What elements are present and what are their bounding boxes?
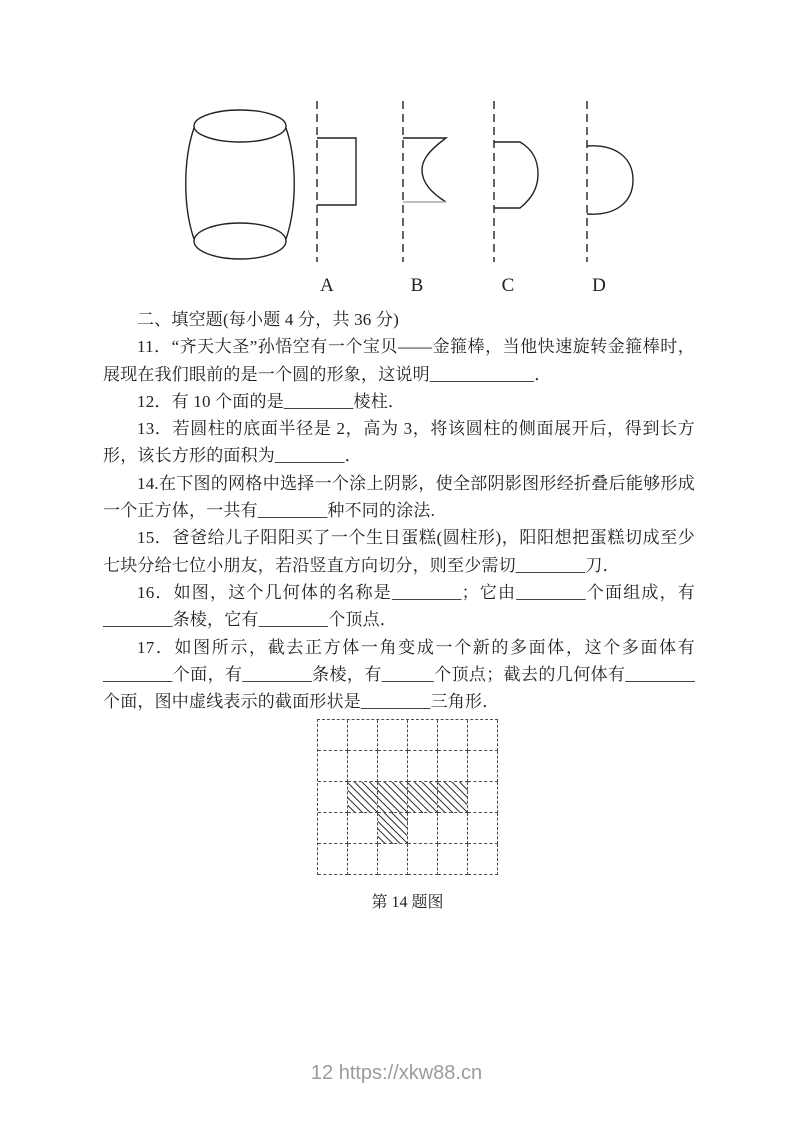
questions-block bbox=[103, 306, 695, 715]
figure-caption: 第 14 题图 bbox=[371, 894, 444, 911]
grid-cell bbox=[408, 720, 438, 751]
question-15: 15．爸爸给儿子阳阳买了一个生日蛋糕(圆柱形)，阳阳想把蛋糕切成至少七块分给七位小朋友，若沿竖直方向切分，则至少需切________刀． bbox=[103, 528, 695, 575]
option-a-drawing bbox=[317, 101, 356, 262]
option-a-label: A bbox=[320, 275, 334, 296]
grid-cell bbox=[438, 813, 468, 844]
section-header: 二、填空题(每小题 4 分，共 36 分) bbox=[137, 310, 400, 329]
grid-cell-shaded bbox=[348, 782, 378, 813]
grid-cell bbox=[438, 751, 468, 782]
grid-cell bbox=[438, 844, 468, 875]
option-d-label: D bbox=[592, 275, 606, 296]
question-12: 12．有 10 个面的是________棱柱． bbox=[137, 391, 406, 411]
grid-cell bbox=[318, 720, 348, 751]
question-14: 14.在下图的网格中选择一个涂上阴影，使全部阴影图形经折叠后能够形成一个正方体，一共有________种不同的涂法. bbox=[103, 473, 695, 521]
option-b-drawing bbox=[403, 101, 446, 262]
grid-cell bbox=[468, 720, 498, 751]
option-c-drawing bbox=[494, 101, 538, 262]
grid-cell bbox=[318, 813, 348, 844]
grid-cell-shaded bbox=[378, 782, 408, 813]
question-14-grid-figure bbox=[317, 719, 498, 875]
grid-cell bbox=[348, 720, 378, 751]
page-footer: 12 https://xkw88.cn bbox=[310, 1062, 483, 1084]
grid-cell bbox=[348, 751, 378, 782]
question-17: 17．如图所示，截去正方体一角变成一个新的多面体，这个多面体有________个面，有________条棱，有______个顶点；截去的几何体有________个面，图中虚线表示的截面形状是________三角形． bbox=[103, 637, 695, 712]
option-c-label: C bbox=[501, 275, 515, 296]
question-13: 13．若圆柱的底面半径是 2，高为 3，将该圆柱的侧面展开后，得到长方形，该长方形的面积为________． bbox=[103, 419, 695, 466]
grid-cell bbox=[378, 844, 408, 875]
grid-cell bbox=[318, 751, 348, 782]
grid-cell bbox=[468, 782, 498, 813]
grid-cell bbox=[468, 813, 498, 844]
question-11: 11．“齐天大圣”孙悟空有一个宝贝——金箍棒，当他快速旋转金箍棒时，展现在我们眼前的是一个圆的形象，这说明____________． bbox=[103, 337, 695, 384]
grid-cell-shaded bbox=[438, 782, 468, 813]
grid-cell bbox=[348, 844, 378, 875]
grid-cell bbox=[468, 751, 498, 782]
grid-cell bbox=[378, 720, 408, 751]
grid-cell bbox=[348, 813, 378, 844]
barrel-drawing bbox=[186, 110, 295, 259]
option-d-drawing bbox=[587, 101, 633, 262]
grid-cell bbox=[378, 751, 408, 782]
option-b-label: B bbox=[410, 275, 424, 296]
grid-cell-shaded bbox=[408, 782, 438, 813]
grid-cell bbox=[408, 844, 438, 875]
grid-cell bbox=[318, 844, 348, 875]
grid-cell bbox=[468, 844, 498, 875]
question-16: 16．如图，这个几何体的名称是________；它由________个面组成，有________条棱，它有________个顶点． bbox=[103, 582, 695, 630]
grid-cell bbox=[408, 813, 438, 844]
barrel-and-options-drawing bbox=[100, 95, 700, 305]
grid-cell bbox=[408, 751, 438, 782]
grid-cell bbox=[438, 720, 468, 751]
grid-cell-shaded bbox=[378, 813, 408, 844]
grid-cell bbox=[318, 782, 348, 813]
question-10-figure bbox=[100, 95, 700, 305]
